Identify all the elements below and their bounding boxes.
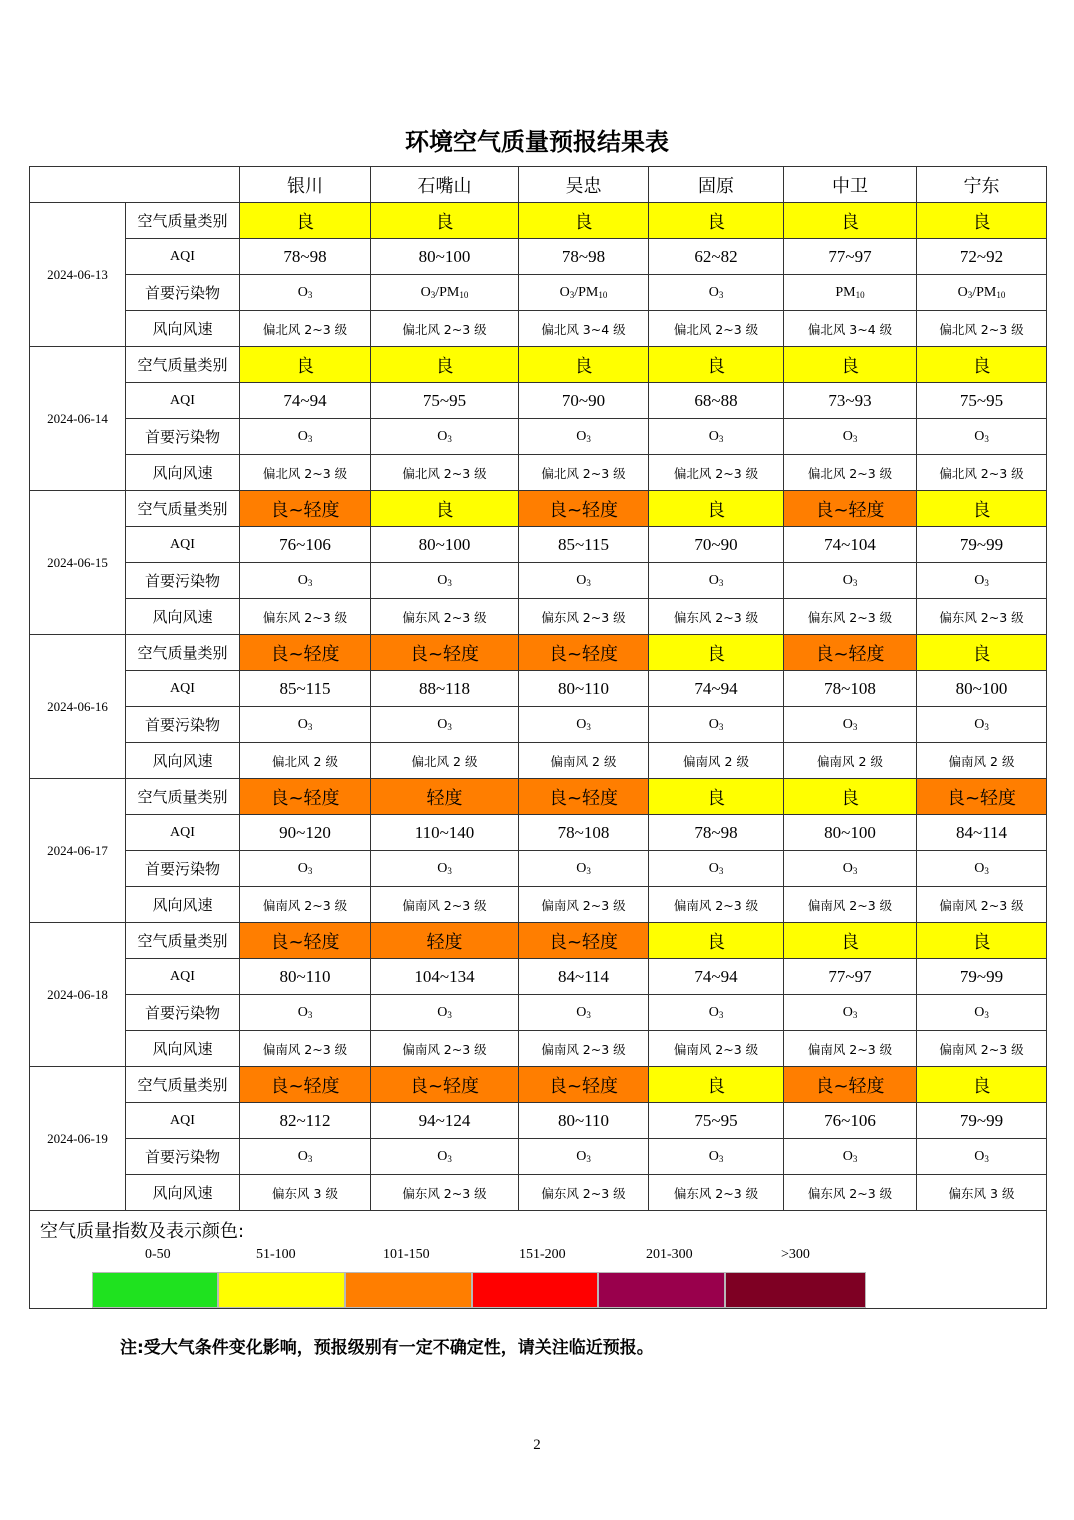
wind-cell: 偏北风 2~3 级: [649, 311, 784, 347]
table-row: [30, 851, 1047, 887]
aqi-cell: 62~82: [649, 239, 784, 275]
table-row: [30, 599, 1047, 635]
category-cell: 良~轻度: [519, 923, 649, 959]
table-row: [30, 347, 1047, 383]
wind-cell: 偏南风 2~3 级: [784, 887, 917, 923]
table-row: [30, 995, 1047, 1031]
wind-cell: 偏南风 2~3 级: [784, 1031, 917, 1067]
table-row: [30, 203, 1047, 239]
category-cell: 良: [371, 203, 519, 239]
pollutant-cell: $O_3$: [917, 707, 1047, 743]
category-cell: 良: [519, 347, 649, 383]
row-label-pollutant: 首要污染物: [126, 707, 240, 743]
category-cell: 良~轻度: [519, 1067, 649, 1103]
aqi-cell: 84~114: [519, 959, 649, 995]
category-cell: 良~轻度: [371, 635, 519, 671]
pollutant-cell: $O_3$: [240, 851, 371, 887]
legend-swatch-severe: [725, 1272, 866, 1308]
table-row: [30, 887, 1047, 923]
category-cell: 良: [649, 635, 784, 671]
wind-cell: 偏北风 3~4 级: [784, 311, 917, 347]
aqi-cell: 85~115: [240, 671, 371, 707]
table-row: [30, 419, 1047, 455]
pollutant-cell: $O_3$: [649, 563, 784, 599]
aqi-cell: 79~99: [917, 527, 1047, 563]
pollutant-cell: $O_3$: [784, 1139, 917, 1175]
category-cell: 良~轻度: [371, 1067, 519, 1103]
row-label-aqi: AQI: [126, 1103, 240, 1139]
row-label-aqi: AQI: [126, 383, 240, 419]
pollutant-cell: $O_3$: [519, 1139, 649, 1175]
pollutant-cell: $O_3/PM_{10}$: [371, 275, 519, 311]
wind-cell: 偏东风 2~3 级: [784, 1175, 917, 1211]
wind-cell: 偏北风 2~3 级: [240, 455, 371, 491]
table-row: [30, 923, 1047, 959]
wind-cell: 偏北风 2~3 级: [917, 311, 1047, 347]
row-label-category: 空气质量类别: [126, 491, 240, 527]
aqi-cell: 80~110: [519, 671, 649, 707]
pollutant-cell: $O_3$: [649, 275, 784, 311]
wind-cell: 偏北风 2~3 级: [371, 311, 519, 347]
wind-cell: 偏南风 2 级: [917, 743, 1047, 779]
pollutant-cell: $O_3$: [784, 995, 917, 1031]
aqi-cell: 75~95: [917, 383, 1047, 419]
wind-cell: 偏北风 2~3 级: [240, 311, 371, 347]
aqi-cell: 80~100: [917, 671, 1047, 707]
legend-range-label: 51-100: [256, 1247, 296, 1262]
date-cell: 2024-06-17: [30, 779, 126, 923]
aqi-cell: 90~120: [240, 815, 371, 851]
wind-cell: 偏东风 2~3 级: [649, 599, 784, 635]
aqi-cell: 80~100: [371, 239, 519, 275]
legend-title: 空气质量指数及表示颜色:: [40, 1221, 245, 1242]
date-cell: 2024-06-16: [30, 635, 126, 779]
city-header: 吴忠: [519, 167, 649, 203]
pollutant-cell: $O_3$: [519, 995, 649, 1031]
wind-cell: 偏北风 2~3 级: [917, 455, 1047, 491]
aqi-cell: 68~88: [649, 383, 784, 419]
legend-cell: [30, 1211, 1047, 1309]
row-label-category: 空气质量类别: [126, 635, 240, 671]
pollutant-cell: $O_3$: [649, 1139, 784, 1175]
aqi-cell: 78~98: [649, 815, 784, 851]
wind-cell: 偏南风 2~3 级: [917, 1031, 1047, 1067]
category-cell: 良: [917, 203, 1047, 239]
category-cell: 良~轻度: [917, 779, 1047, 815]
wind-cell: 偏东风 2~3 级: [240, 599, 371, 635]
date-cell: 2024-06-18: [30, 923, 126, 1067]
aqi-cell: 70~90: [519, 383, 649, 419]
city-header: 中卫: [784, 167, 917, 203]
table-row: [30, 1139, 1047, 1175]
aqi-cell: 94~124: [371, 1103, 519, 1139]
category-cell: 良: [240, 203, 371, 239]
category-cell: 轻度: [371, 923, 519, 959]
pollutant-cell: $O_3/PM_{10}$: [917, 275, 1047, 311]
pollutant-cell: $O_3$: [649, 995, 784, 1031]
row-label-aqi: AQI: [126, 527, 240, 563]
table-row: [30, 1031, 1047, 1067]
row-label-wind: 风向风速: [126, 1031, 240, 1067]
aqi-cell: 74~94: [649, 959, 784, 995]
row-label-wind: 风向风速: [126, 743, 240, 779]
category-cell: 良: [917, 923, 1047, 959]
page-title: 环境空气质量预报结果表: [405, 128, 669, 156]
aqi-cell: 79~99: [917, 959, 1047, 995]
aqi-cell: 77~97: [784, 959, 917, 995]
wind-cell: 偏南风 2~3 级: [917, 887, 1047, 923]
pollutant-cell: $O_3$: [371, 563, 519, 599]
category-cell: 良~轻度: [240, 635, 371, 671]
category-cell: 良~轻度: [240, 779, 371, 815]
table-row: [30, 527, 1047, 563]
city-header: 固原: [649, 167, 784, 203]
row-label-category: 空气质量类别: [126, 347, 240, 383]
aqi-cell: 85~115: [519, 527, 649, 563]
table-row: [30, 1103, 1047, 1139]
wind-cell: 偏东风 2~3 级: [649, 1175, 784, 1211]
aqi-cell: 74~104: [784, 527, 917, 563]
table-row: [30, 743, 1047, 779]
date-cell: 2024-06-15: [30, 491, 126, 635]
category-cell: 良~轻度: [240, 923, 371, 959]
wind-cell: 偏北风 2~3 级: [371, 455, 519, 491]
aqi-cell: 88~118: [371, 671, 519, 707]
pollutant-cell: $O_3$: [649, 851, 784, 887]
city-header: 石嘴山: [371, 167, 519, 203]
pollutant-cell: $O_3$: [784, 563, 917, 599]
pollutant-cell: $O_3$: [784, 419, 917, 455]
row-label-pollutant: 首要污染物: [126, 419, 240, 455]
aqi-cell: 82~112: [240, 1103, 371, 1139]
wind-cell: 偏南风 2~3 级: [649, 887, 784, 923]
wind-cell: 偏东风 2~3 级: [519, 1175, 649, 1211]
category-cell: 良: [649, 347, 784, 383]
wind-cell: 偏南风 2~3 级: [519, 887, 649, 923]
wind-cell: 偏南风 2~3 级: [371, 887, 519, 923]
row-label-pollutant: 首要污染物: [126, 1139, 240, 1175]
wind-cell: 偏南风 2~3 级: [519, 1031, 649, 1067]
table-row: [30, 671, 1047, 707]
row-label-category: 空气质量类别: [126, 1067, 240, 1103]
wind-cell: 偏东风 2~3 级: [519, 599, 649, 635]
row-label-category: 空气质量类别: [126, 779, 240, 815]
category-cell: 良: [649, 1067, 784, 1103]
pollutant-cell: $O_3$: [371, 995, 519, 1031]
wind-cell: 偏南风 2 级: [519, 743, 649, 779]
aqi-cell: 76~106: [784, 1103, 917, 1139]
aqi-cell: 73~93: [784, 383, 917, 419]
aqi-cell: 74~94: [649, 671, 784, 707]
row-label-wind: 风向风速: [126, 887, 240, 923]
row-label-aqi: AQI: [126, 815, 240, 851]
pollutant-cell: $O_3$: [371, 419, 519, 455]
row-label-pollutant: 首要污染物: [126, 995, 240, 1031]
table-row: [30, 383, 1047, 419]
row-label-aqi: AQI: [126, 959, 240, 995]
row-label-wind: 风向风速: [126, 311, 240, 347]
row-label-pollutant: 首要污染物: [126, 563, 240, 599]
date-cell: 2024-06-14: [30, 347, 126, 491]
category-cell: 良: [917, 635, 1047, 671]
wind-cell: 偏东风 3 级: [240, 1175, 371, 1211]
wind-cell: 偏北风 3~4 级: [519, 311, 649, 347]
row-label-aqi: AQI: [126, 239, 240, 275]
aqi-cell: 78~98: [519, 239, 649, 275]
table-row: [30, 1067, 1047, 1103]
category-cell: 良: [371, 491, 519, 527]
table-row: [30, 815, 1047, 851]
aqi-cell: 84~114: [917, 815, 1047, 851]
pollutant-cell: $O_3$: [240, 419, 371, 455]
table-row: [30, 563, 1047, 599]
city-header: 宁东: [917, 167, 1047, 203]
legend-swatch-medium: [472, 1272, 598, 1308]
legend-swatch-light: [345, 1272, 472, 1308]
pollutant-cell: $O_3$: [784, 707, 917, 743]
category-cell: 良: [784, 203, 917, 239]
pollutant-cell: $O_3$: [240, 1139, 371, 1175]
header-row: [30, 167, 1047, 203]
aqi-cell: 76~106: [240, 527, 371, 563]
category-cell: 良: [917, 347, 1047, 383]
row-label-aqi: AQI: [126, 671, 240, 707]
pollutant-cell: $O_3$: [917, 851, 1047, 887]
wind-cell: 偏南风 2 级: [784, 743, 917, 779]
wind-cell: 偏北风 2 级: [371, 743, 519, 779]
category-cell: 轻度: [371, 779, 519, 815]
aqi-cell: 80~110: [519, 1103, 649, 1139]
legend-swatch-moderate: [218, 1272, 345, 1308]
category-cell: 良: [649, 203, 784, 239]
category-cell: 良~轻度: [519, 635, 649, 671]
legend-range-label: 201-300: [646, 1247, 693, 1262]
aqi-cell: 75~95: [371, 383, 519, 419]
category-cell: 良~轻度: [519, 491, 649, 527]
pollutant-cell: $O_3$: [240, 563, 371, 599]
forecast-note: 注:受大气条件变化影响，预报级别有一定不确定性，请关注临近预报。: [120, 1338, 654, 1358]
pollutant-cell: $O_3$: [240, 707, 371, 743]
category-cell: 良~轻度: [784, 635, 917, 671]
aqi-cell: 78~108: [519, 815, 649, 851]
pollutant-cell: $O_3$: [371, 707, 519, 743]
wind-cell: 偏南风 2 级: [649, 743, 784, 779]
legend-range-label: 101-150: [383, 1247, 430, 1262]
wind-cell: 偏东风 2~3 级: [371, 1175, 519, 1211]
pollutant-cell: $O_3/PM_{10}$: [519, 275, 649, 311]
category-cell: 良: [371, 347, 519, 383]
legend-swatch-good: [92, 1272, 218, 1308]
row-label-wind: 风向风速: [126, 1175, 240, 1211]
wind-cell: 偏东风 2~3 级: [784, 599, 917, 635]
legend-range-label: >300: [781, 1247, 810, 1262]
row-label-pollutant: 首要污染物: [126, 275, 240, 311]
pollutant-cell: $O_3$: [917, 1139, 1047, 1175]
wind-cell: 偏南风 2~3 级: [240, 887, 371, 923]
table-row: [30, 455, 1047, 491]
pollutant-cell: $PM_{10}$: [784, 275, 917, 311]
table-row: [30, 311, 1047, 347]
wind-cell: 偏东风 3 级: [917, 1175, 1047, 1211]
row-label-category: 空气质量类别: [126, 923, 240, 959]
category-cell: 良: [240, 347, 371, 383]
city-header: 银川: [240, 167, 371, 203]
pollutant-cell: $O_3$: [240, 275, 371, 311]
pollutant-cell: $O_3$: [519, 707, 649, 743]
category-cell: 良: [649, 491, 784, 527]
aqi-cell: 110~140: [371, 815, 519, 851]
pollutant-cell: $O_3$: [371, 1139, 519, 1175]
page-number: 2: [533, 1437, 541, 1453]
pollutant-cell: $O_3$: [917, 419, 1047, 455]
aqi-cell: 78~108: [784, 671, 917, 707]
category-cell: 良: [519, 203, 649, 239]
table-row: [30, 275, 1047, 311]
table-row: [30, 959, 1047, 995]
table-row: [30, 1175, 1047, 1211]
aqi-cell: 78~98: [240, 239, 371, 275]
aqi-cell: 75~95: [649, 1103, 784, 1139]
wind-cell: 偏北风 2 级: [240, 743, 371, 779]
category-cell: 良~轻度: [240, 1067, 371, 1103]
category-cell: 良: [917, 491, 1047, 527]
aqi-cell: 77~97: [784, 239, 917, 275]
legend-row: [30, 1211, 1047, 1309]
wind-cell: 偏北风 2~3 级: [784, 455, 917, 491]
legend-range-label: 0-50: [145, 1247, 171, 1262]
wind-cell: 偏南风 2~3 级: [371, 1031, 519, 1067]
row-label-pollutant: 首要污染物: [126, 851, 240, 887]
forecast-table: [29, 166, 1047, 1309]
pollutant-cell: $O_3$: [519, 419, 649, 455]
pollutant-cell: $O_3$: [519, 563, 649, 599]
corner-cell: [30, 167, 240, 203]
category-cell: 良: [784, 923, 917, 959]
date-cell: 2024-06-13: [30, 203, 126, 347]
category-cell: 良: [917, 1067, 1047, 1103]
pollutant-cell: $O_3$: [240, 995, 371, 1031]
wind-cell: 偏东风 2~3 级: [371, 599, 519, 635]
wind-cell: 偏北风 2~3 级: [649, 455, 784, 491]
table-row: [30, 779, 1047, 815]
category-cell: 良~轻度: [519, 779, 649, 815]
legend-swatch-heavy: [598, 1272, 725, 1308]
pollutant-cell: $O_3$: [519, 851, 649, 887]
category-cell: 良: [784, 779, 917, 815]
category-cell: 良~轻度: [240, 491, 371, 527]
pollutant-cell: $O_3$: [917, 995, 1047, 1031]
wind-cell: 偏南风 2~3 级: [649, 1031, 784, 1067]
pollutant-cell: $O_3$: [917, 563, 1047, 599]
date-cell: 2024-06-19: [30, 1067, 126, 1211]
table-row: [30, 635, 1047, 671]
category-cell: 良~轻度: [784, 1067, 917, 1103]
row-label-wind: 风向风速: [126, 599, 240, 635]
aqi-cell: 74~94: [240, 383, 371, 419]
wind-cell: 偏北风 2~3 级: [519, 455, 649, 491]
aqi-cell: 72~92: [917, 239, 1047, 275]
aqi-cell: 104~134: [371, 959, 519, 995]
category-cell: 良~轻度: [784, 491, 917, 527]
table-row: [30, 491, 1047, 527]
pollutant-cell: $O_3$: [649, 707, 784, 743]
aqi-cell: 70~90: [649, 527, 784, 563]
category-cell: 良: [649, 923, 784, 959]
aqi-cell: 80~100: [784, 815, 917, 851]
aqi-cell: 79~99: [917, 1103, 1047, 1139]
table-row: [30, 707, 1047, 743]
pollutant-cell: $O_3$: [784, 851, 917, 887]
pollutant-cell: $O_3$: [371, 851, 519, 887]
row-label-category: 空气质量类别: [126, 203, 240, 239]
legend-range-label: 151-200: [519, 1247, 566, 1262]
pollutant-cell: $O_3$: [649, 419, 784, 455]
row-label-wind: 风向风速: [126, 455, 240, 491]
category-cell: 良: [784, 347, 917, 383]
aqi-cell: 80~110: [240, 959, 371, 995]
table-row: [30, 239, 1047, 275]
wind-cell: 偏东风 2~3 级: [917, 599, 1047, 635]
aqi-cell: 80~100: [371, 527, 519, 563]
wind-cell: 偏南风 2~3 级: [240, 1031, 371, 1067]
category-cell: 良: [649, 779, 784, 815]
